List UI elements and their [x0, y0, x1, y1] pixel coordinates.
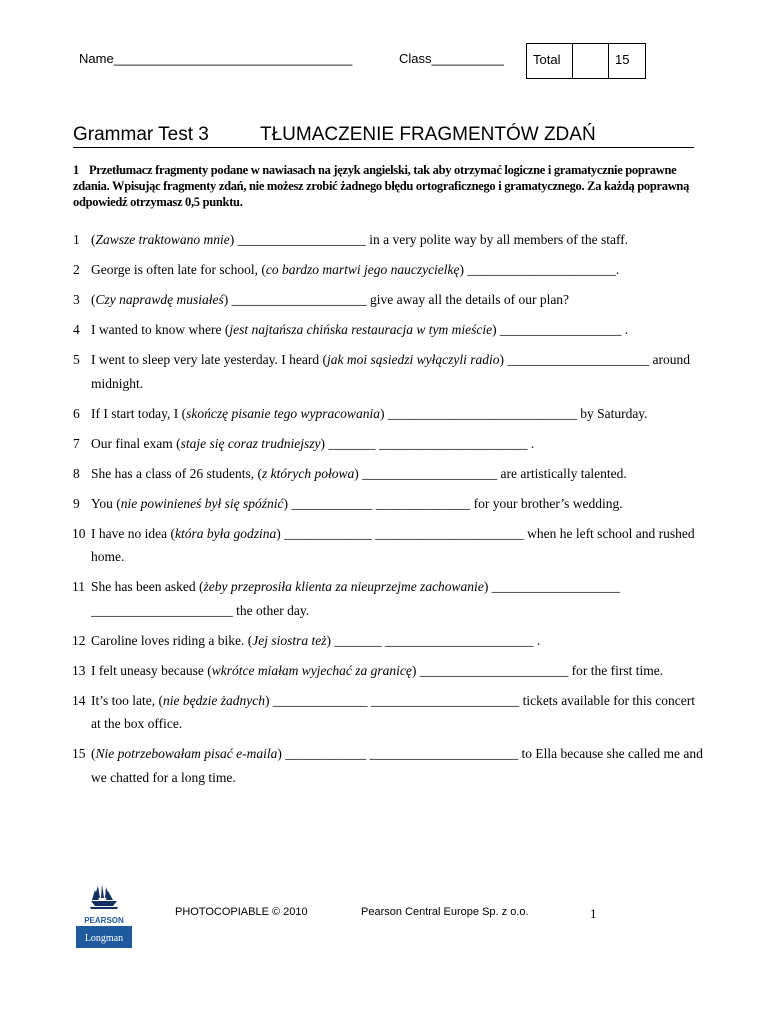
photocopiable-note: PHOTOCOPIABLE © 2010: [175, 906, 308, 918]
exercise-item[interactable]: [73, 659, 703, 683]
item-text-after: ) _______ ______________________ .: [326, 632, 541, 648]
name-blank: _________________________________: [113, 51, 353, 66]
exercise-item[interactable]: [73, 228, 703, 252]
exercise-item[interactable]: [73, 522, 703, 569]
class-label: Class: [399, 51, 432, 66]
item-number: 11: [72, 579, 85, 594]
item-text-after: ) ____________ ______________ for your brother’s wedding.: [283, 495, 623, 511]
item-number: 6: [73, 405, 80, 421]
item-text-after: ) _____________________ around midnight.: [91, 352, 691, 391]
item-text-before: I felt uneasy because (: [91, 662, 212, 678]
item-polish-fragment: z których połowa: [261, 465, 355, 481]
exercise-item[interactable]: [73, 432, 703, 456]
item-polish-fragment: Zawsze traktowano mnie: [95, 232, 230, 247]
item-text-before: She has a class of 26 students, (: [91, 465, 262, 481]
item-text-before: (: [91, 232, 96, 247]
item-polish-fragment: Czy naprawdę musiałeś: [95, 292, 224, 307]
total-max: 15: [615, 52, 630, 67]
item-polish-fragment: staje się coraz trudniejszy: [180, 435, 321, 451]
item-number: 7: [73, 435, 80, 451]
exercise-item[interactable]: [73, 402, 703, 426]
section-title: TŁUMACZENIE FRAGMENTÓW ZDAŃ: [260, 124, 596, 145]
item-polish-fragment: jak moi sąsiedzi wyłączyli radio: [327, 352, 500, 367]
item-text-after: ) ___________________ in a very polite way by all members of the staff.: [229, 232, 629, 247]
svg-text:Longman: Longman: [84, 933, 124, 944]
ship-logo-icon: [76, 884, 132, 948]
item-text-before: Caroline loves riding a bike. (: [91, 632, 253, 648]
svg-text:PEARSON: PEARSON: [84, 916, 124, 925]
exercise-item[interactable]: [73, 629, 703, 653]
item-polish-fragment: skończę pisanie tego wypracowania: [186, 405, 380, 421]
item-text-before: George is often late for school, (: [91, 262, 266, 277]
name-label: Name: [79, 51, 114, 66]
item-polish-fragment: jest najtańsza chińska restauracja w tym mieście: [229, 322, 493, 337]
item-text-after: ) ____________________ are artistically talented.: [354, 465, 627, 481]
item-text-before: I have no idea (: [91, 525, 175, 541]
exercise-number: 1: [73, 163, 79, 177]
class-field[interactable]: [399, 51, 504, 66]
exercise-item[interactable]: [73, 689, 703, 736]
exercise-item[interactable]: [73, 742, 703, 789]
item-text-before: I wanted to know where (: [91, 322, 230, 337]
class-blank: __________: [431, 51, 504, 66]
item-text-after: ) ____________ ______________________ to Ella because she called me and we chatted for a long time.: [91, 746, 703, 785]
item-text-after: ) _______ ______________________ .: [320, 435, 535, 451]
item-text-before: She has been asked (: [91, 579, 204, 594]
item-number: 3: [73, 292, 80, 307]
exercise-item[interactable]: [73, 492, 703, 516]
test-name: Grammar Test 3: [73, 124, 209, 145]
exercise-item[interactable]: [73, 348, 703, 395]
item-polish-fragment: nie powinieneś był się spóźnić: [120, 495, 284, 511]
item-number: 5: [73, 352, 80, 367]
exercise-item[interactable]: [73, 288, 703, 312]
item-text-before: Our final exam (: [91, 435, 181, 451]
total-score-box: [526, 43, 646, 79]
item-text-after: ) ____________________ give away all the details of our plan?: [223, 292, 570, 307]
item-text-before: You (: [91, 495, 121, 511]
item-text-before: I went to sleep very late yesterday. I heard (: [91, 352, 328, 367]
item-number: 1: [73, 232, 80, 247]
item-text-after: ) ______________ ______________________ tickets available for this concert at the box office.: [91, 692, 696, 731]
exercise-items: [73, 228, 703, 789]
item-text-after: ) ____________________________ by Saturday.: [379, 405, 648, 421]
item-text-before: (: [91, 746, 96, 761]
item-polish-fragment: co bardzo martwi jego nauczycielkę: [265, 262, 460, 277]
item-text-after: ) ___________________ _____________________ the other day.: [91, 579, 620, 618]
item-polish-fragment: Jej siostra też: [252, 632, 327, 648]
exercise-item[interactable]: [73, 318, 703, 342]
publisher-note: Pearson Central Europe Sp. z o.o.: [361, 906, 529, 918]
item-number: 10: [72, 525, 86, 541]
instruction-text: Przetłumacz fragmenty podane w nawiasach na język angielski, tak aby otrzymać logiczne i gramatycznie poprawne zdania. Wpisując fragmenty zdań, nie możesz zrobić żadnego błędu ortograficznego i gramatycznego. Za każdą poprawną odpowiedź otrzymasz 0,5 punktu.: [73, 163, 690, 209]
item-number: 4: [73, 322, 80, 337]
student-info-header: [0, 43, 768, 79]
item-text-before: (: [91, 292, 96, 307]
item-number: 13: [72, 662, 86, 678]
item-text-after: ) _____________ ______________________ when he left school and rushed home.: [91, 525, 695, 564]
item-number: 9: [73, 495, 80, 511]
item-text-before: If I start today, I (: [91, 405, 187, 421]
exercise-instruction: [73, 162, 698, 210]
item-number: 14: [72, 692, 86, 708]
page-number: 1: [590, 906, 597, 921]
item-number: 12: [72, 632, 86, 648]
total-label: Total: [527, 44, 573, 78]
pearson-longman-logo: [76, 884, 132, 948]
exercise-item[interactable]: [73, 575, 703, 622]
test-title: [73, 122, 694, 148]
item-polish-fragment: Nie potrzebowałam pisać e-maila: [95, 746, 278, 761]
item-polish-fragment: wkrótce miałam wyjechać za granicę: [211, 662, 412, 678]
item-polish-fragment: żeby przeprosiła klienta za nieuprzejme zachowanie: [203, 579, 484, 594]
item-number: 15: [72, 746, 86, 761]
item-number: 8: [73, 465, 80, 481]
item-polish-fragment: która była godzina: [174, 525, 277, 541]
item-polish-fragment: nie będzie żadnych: [162, 692, 265, 708]
exercise-item[interactable]: [73, 462, 703, 486]
total-score-field[interactable]: [573, 44, 609, 78]
item-text-before: It’s too late, (: [91, 692, 163, 708]
item-text-after: ) ______________________ for the first time.: [411, 662, 664, 678]
item-text-after: ) ______________________.: [459, 262, 620, 277]
item-number: 2: [73, 262, 80, 277]
item-text-after: ) __________________ .: [492, 322, 629, 337]
name-field[interactable]: [79, 51, 352, 66]
exercise-item[interactable]: [73, 258, 703, 282]
